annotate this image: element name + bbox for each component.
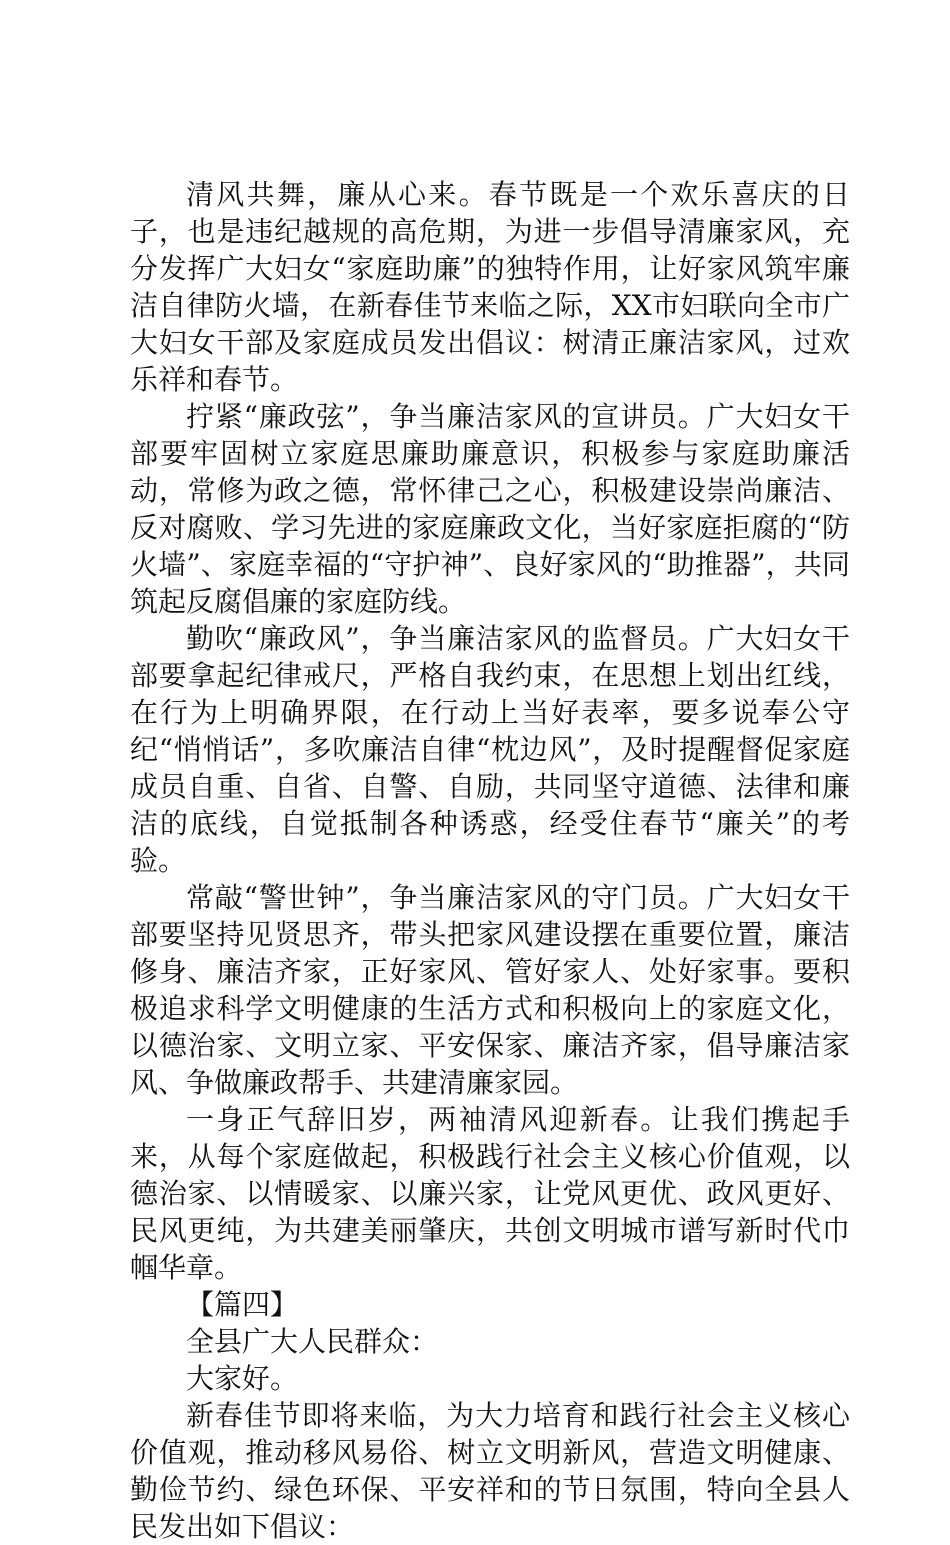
document-body (130, 176, 850, 1545)
paragraph-2: 拧紧“廉政弦”，争当廉洁家风的宣讲员。广大妇女干部要牢固树立家庭思廉助廉意识，积极参与家庭助廉活动，常修为政之德，常怀律己之心，积极建设崇尚廉洁、反对腐败、学习先进的家庭廉政文化，当好家庭拒腐的“防火墙”、家庭幸福的“守护神”、良好家风的“助推器”，共同筑起反腐倡廉的家庭防线。 (130, 400, 850, 618)
paragraph-1: 清风共舞，廉从心来。春节既是一个欢乐喜庆的日子，也是违纪越规的高危期，为进一步倡导清廉家风，充分发挥广大妇女“家庭助廉”的独特作用，让好家风筑牢廉洁自律防火墙，在新春佳节来临之际，XX市妇联向全市广大妇女干部及家庭成员发出倡议：树清正廉洁家风，过欢乐祥和春节。 (130, 178, 850, 396)
paragraph-3: 勤吹“廉政风”，争当廉洁家风的监督员。广大妇女干部要拿起纪律戒尺，严格自我约束，在思想上划出红线，在行为上明确界限，在行动上当好表率，要多说奉公守纪“悄悄话”，多吹廉洁自律“枕边风”，及时提醒督促家庭成员自重、自省、自警、自励，共同坚守道德、法律和廉洁的底线，自觉抵制各种诱惑，经受住春节“廉关”的考验。 (130, 622, 850, 877)
section-heading: 【篇四】 (186, 1288, 299, 1321)
paragraph-6: 新春佳节即将来临，为大力培育和践行社会主义核心价值观，推动移风易俗、树立文明新风，营造文明健康、勤俭节约、绿色环保、平安祥和的节日氛围，特向全县人民发出如下倡议： (130, 1399, 850, 1543)
greeting: 大家好。 (186, 1362, 299, 1395)
salutation: 全县广大人民群众： (186, 1325, 439, 1358)
paragraph-5: 一身正气辞旧岁，两袖清风迎新春。让我们携起手来，从每个家庭做起，积极践行社会主义核心价值观，以德治家、以情暖家、以廉兴家，让党风更优、政风更好、民风更纯，为共建美丽肇庆，共创文明城市谱写新时代巾帼华章。 (130, 1103, 850, 1284)
paragraph-4: 常敲“警世钟”，争当廉洁家风的守门员。广大妇女干部要坚持见贤思齐，带头把家风建设摆在重要位置，廉洁修身、廉洁齐家，正好家风、管好家人、处好家事。要积极追求科学文明健康的生活方式和积极向上的家庭文化，以德治家、文明立家、平安保家、廉洁齐家，倡导廉洁家风、争做廉政帮手、共建清廉家园。 (130, 881, 850, 1099)
